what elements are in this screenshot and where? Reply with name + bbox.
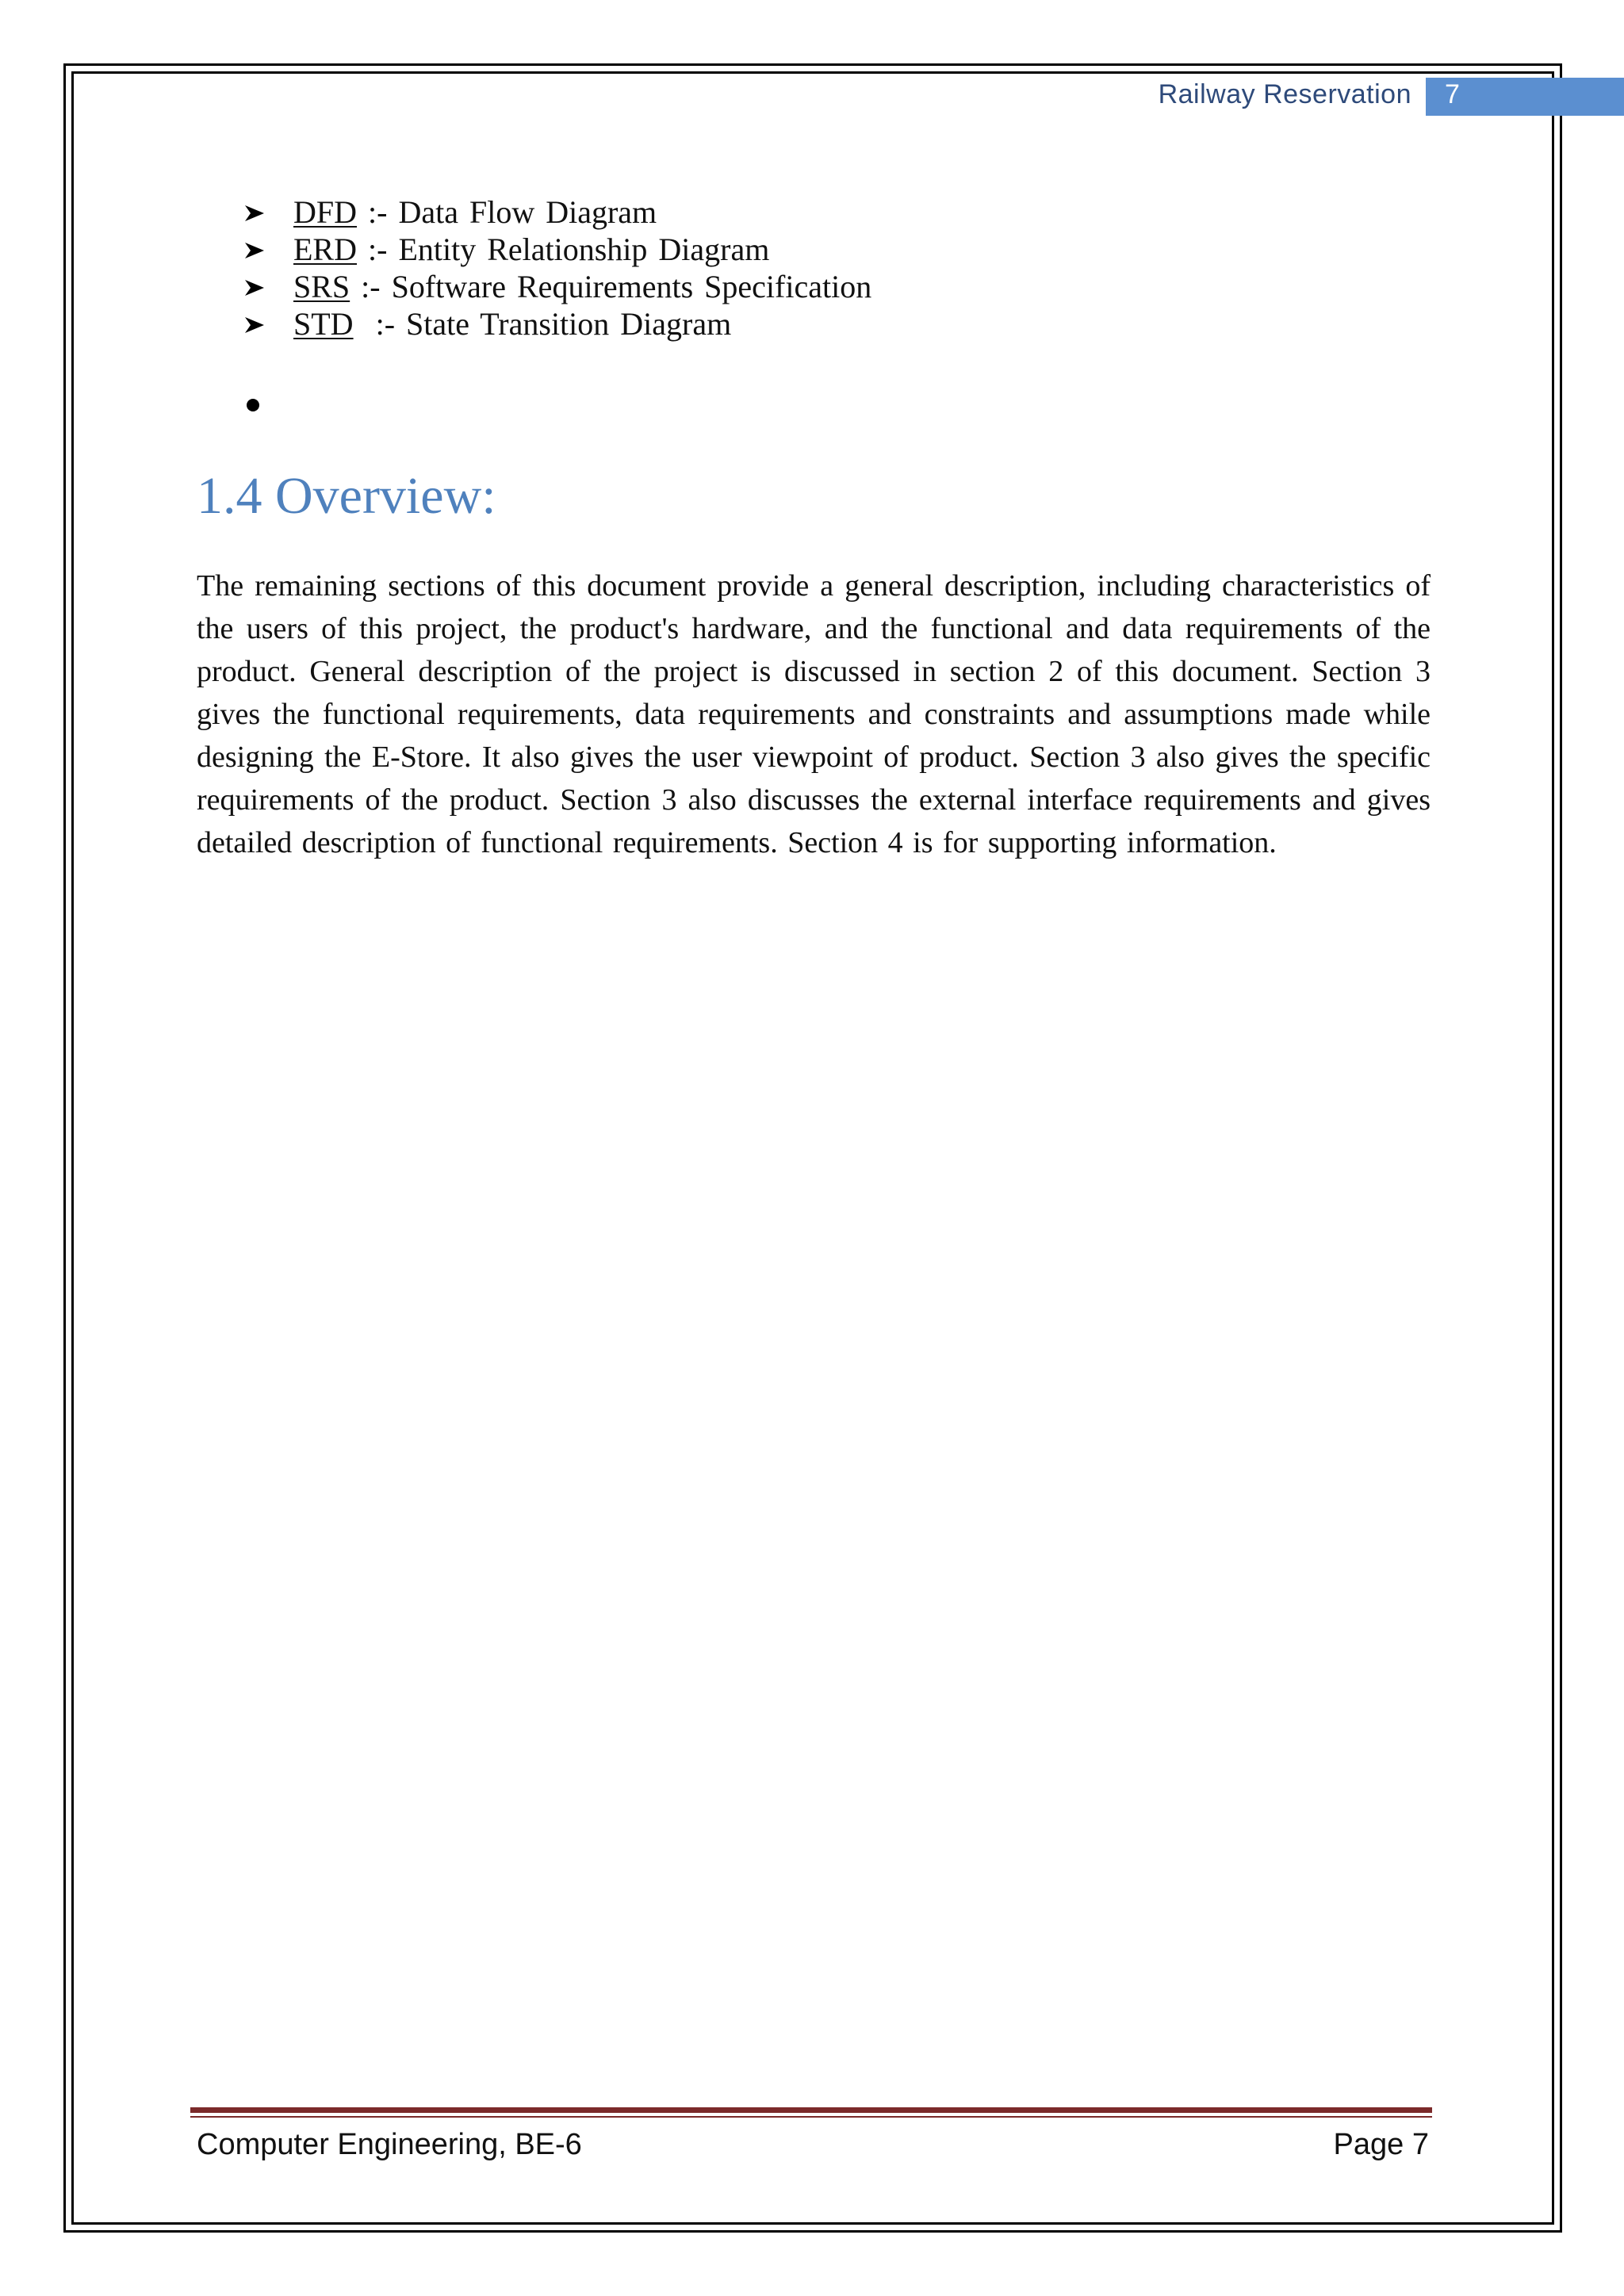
footer-page-label: Page 7 — [1333, 2128, 1429, 2161]
arrow-bullet-icon — [244, 205, 265, 222]
abbreviation-text — [246, 306, 731, 342]
abbreviation-term: SRS — [293, 269, 350, 304]
section-heading: 1.4 Overview: — [197, 467, 496, 525]
arrow-bullet-icon — [244, 242, 265, 259]
page-border-inner — [71, 71, 1554, 2225]
abbreviation-definition: State Transition Diagram — [406, 306, 732, 342]
abbreviation-definition: Entity Relationship Diagram — [398, 232, 770, 267]
header-divider — [1419, 78, 1422, 116]
header-page-number: 7 — [1445, 79, 1460, 109]
abbreviation-text — [246, 194, 657, 230]
abbreviation-term: ERD — [293, 232, 357, 267]
arrow-bullet-icon — [244, 279, 265, 297]
abbreviation-definition: Data Flow Diagram — [398, 194, 657, 230]
list-item — [246, 268, 871, 305]
overview-paragraph: The remaining sections of this document provide a general description, including characteristics of the users of this project, the product's hardware, and the functional and data requirements of the product. General description of the project is discussed in section 2 of this document. Section 3 gives the functional requirements, data requirements and constraints and assumptions made while designing the E-Store. It also gives the user viewpoint of product. Section 3 also gives the specific requirements of the product. Section 3 also discusses the external interface requirements and gives detailed description of functional requirements. Section 4 is for supporting information. — [197, 569, 1431, 859]
abbreviation-text — [246, 269, 871, 304]
abbreviation-list — [246, 193, 871, 342]
list-item — [246, 231, 871, 268]
footer-rule-thin — [190, 2116, 1432, 2118]
list-item — [246, 193, 871, 231]
abbreviation-separator: :- — [357, 194, 399, 230]
abbreviation-separator: :- — [353, 306, 407, 342]
abbreviation-text — [246, 232, 769, 267]
footer-department: Computer Engineering, BE-6 — [197, 2128, 582, 2161]
footer-rule — [190, 2107, 1432, 2113]
abbreviation-term: DFD — [293, 194, 358, 230]
abbreviation-separator: :- — [357, 232, 399, 267]
abbreviation-definition: Software Requirements Specification — [391, 269, 872, 304]
abbreviation-term: STD — [293, 306, 354, 342]
abbreviation-separator: :- — [350, 269, 392, 304]
header-title: Railway Reservation — [1158, 79, 1411, 109]
empty-bullet-icon — [247, 399, 259, 411]
arrow-bullet-icon — [244, 316, 265, 334]
list-item — [246, 305, 871, 342]
